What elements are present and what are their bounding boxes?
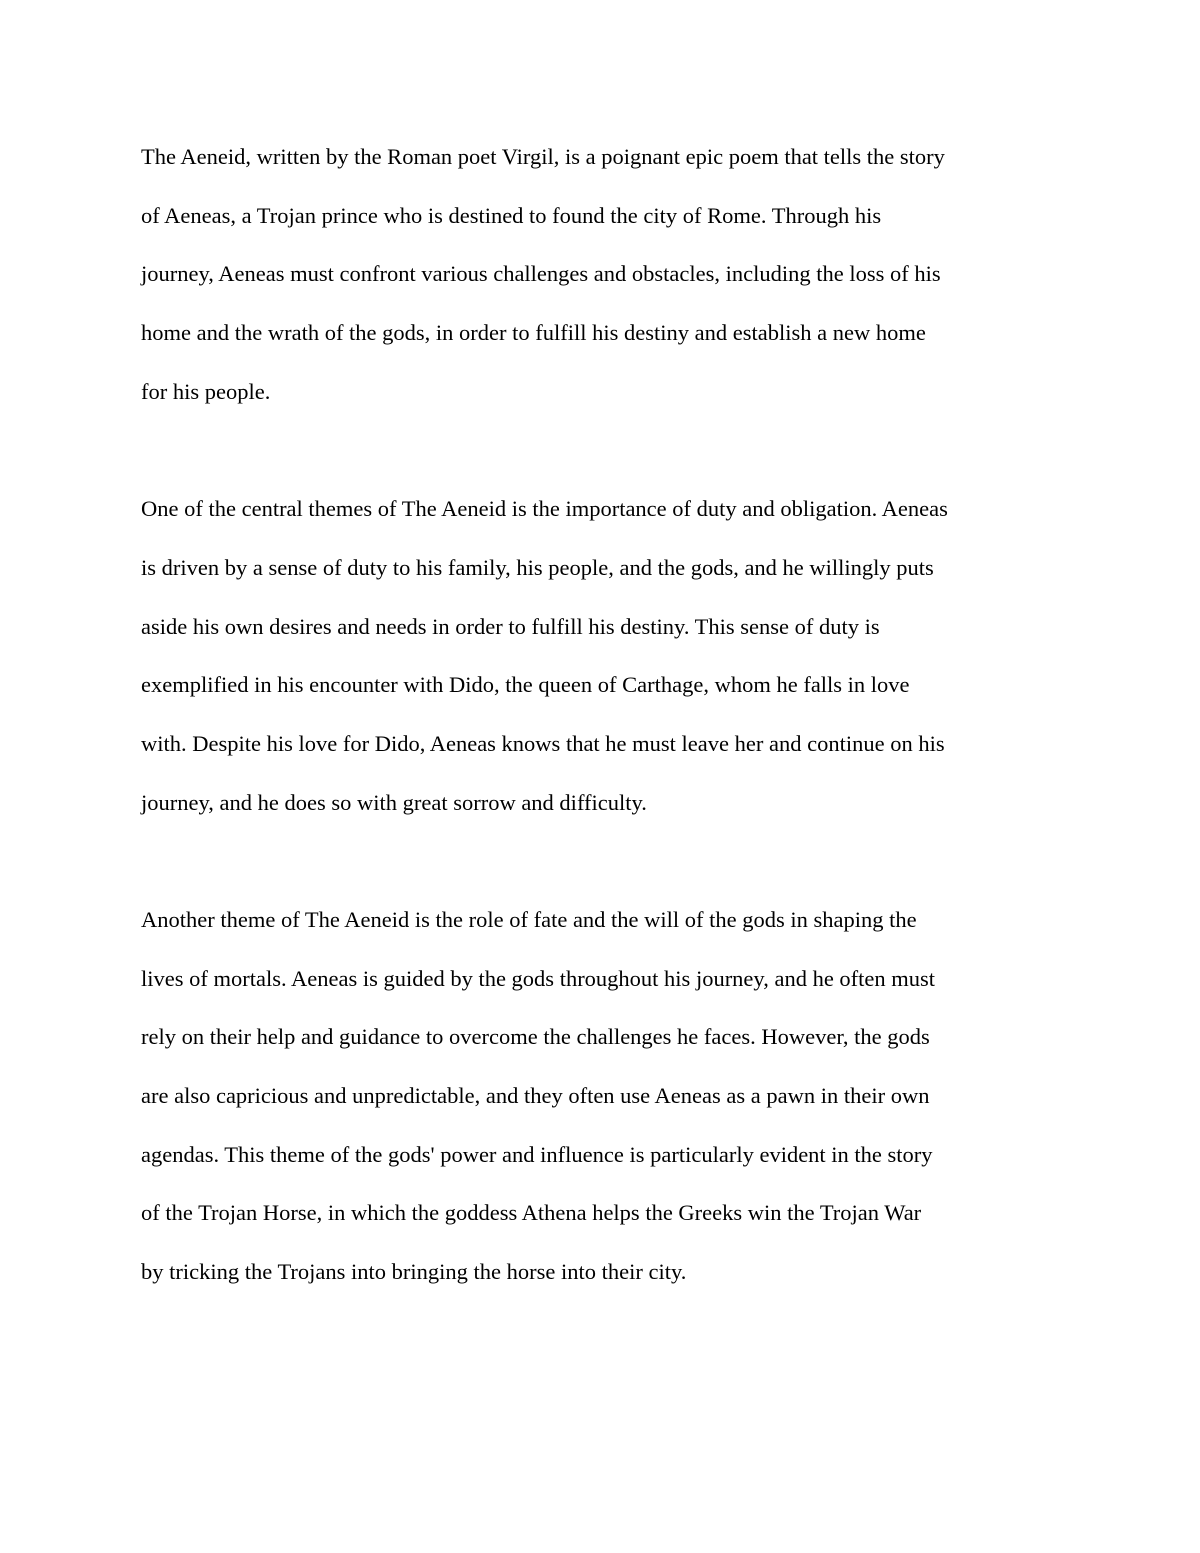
text-line: aside his own desires and needs in order to fulfill his destiny. This sense of duty is — [141, 613, 880, 639]
text-line: Another theme of The Aeneid is the role of fate and the will of the gods in shaping the — [141, 906, 917, 932]
paragraph-2 — [141, 480, 1071, 832]
text-line: by tricking the Trojans into bringing the horse into their city. — [141, 1259, 687, 1285]
paragraph-spacer — [141, 832, 1071, 891]
text-line: rely on their help and guidance to overcome the challenges he faces. However, the gods — [141, 1024, 930, 1050]
text-line: of the Trojan Horse, in which the goddess Athena helps the Greeks win the Trojan War — [141, 1200, 922, 1226]
text-line: with. Despite his love for Dido, Aeneas knows that he must leave her and continue on his — [141, 730, 945, 756]
paragraph-3 — [141, 891, 1071, 1302]
paragraph-spacer — [141, 421, 1071, 480]
text-line: lives of mortals. Aeneas is guided by the gods throughout his journey, and he often must — [141, 965, 936, 991]
text-line: journey, Aeneas must confront various challenges and obstacles, including the loss of his — [141, 261, 941, 287]
document-body — [141, 128, 1071, 1302]
paragraph-1 — [141, 128, 1071, 421]
text-line: are also capricious and unpredictable, and they often use Aeneas as a pawn in their own — [141, 1083, 930, 1108]
text-line: The Aeneid, written by the Roman poet Virgil, is a poignant epic poem that tells the story — [141, 144, 945, 169]
text-line: for his people. — [141, 378, 271, 404]
text-line: is driven by a sense of duty to his family, his people, and the gods, and he willingly puts — [141, 554, 934, 580]
text-line: journey, and he does so with great sorrow and difficulty. — [141, 789, 647, 815]
text-line: One of the central themes of The Aeneid is the importance of duty and obligation. Aeneas — [141, 496, 948, 522]
text-line: agendas. This theme of the gods' power and influence is particularly evident in the story — [141, 1141, 933, 1167]
text-line: home and the wrath of the gods, in order to fulfill his destiny and establish a new home — [141, 320, 926, 346]
text-line: of Aeneas, a Trojan prince who is destined to found the city of Rome. Through his — [141, 202, 882, 228]
text-line: exemplified in his encounter with Dido, the queen of Carthage, whom he falls in love — [141, 672, 910, 698]
